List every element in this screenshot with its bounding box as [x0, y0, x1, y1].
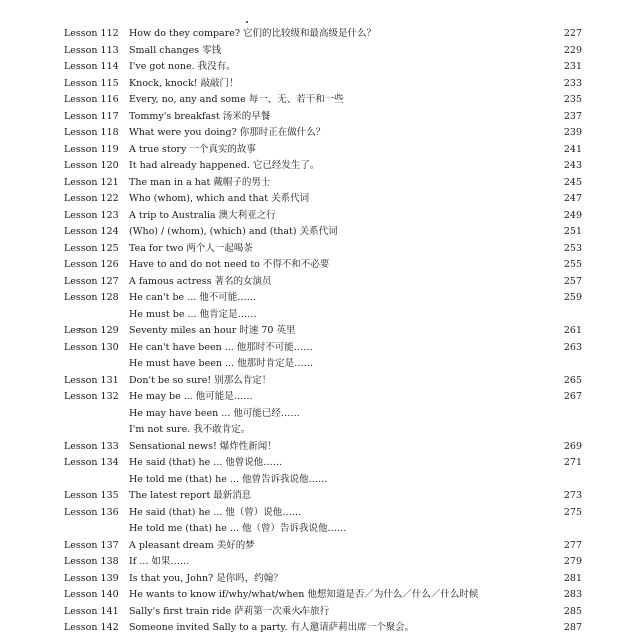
- lesson-title: (Who) / (whom), (which) and (that) 关系代词: [129, 226, 338, 237]
- page-number: 275: [563, 507, 582, 518]
- toc-row[interactable]: [0, 406, 643, 422]
- lesson-title: The man in a hat 戴帽子的男士: [129, 177, 271, 188]
- lesson-number: Lesson 131: [64, 375, 119, 386]
- lesson-number: Lesson 112: [64, 28, 119, 39]
- toc-row[interactable]: [0, 604, 643, 620]
- toc-row[interactable]: [0, 422, 643, 438]
- lesson-title: Don't be so sure! 别那么肯定！: [129, 375, 272, 386]
- lesson-title: The latest report 最新消息: [129, 490, 252, 501]
- lesson-number: Lesson 120: [64, 160, 119, 171]
- toc-row[interactable]: [0, 554, 643, 570]
- page-number: 235: [563, 94, 582, 105]
- page-number: 243: [563, 160, 582, 171]
- lesson-number: Lesson 138: [64, 556, 119, 567]
- lesson-number: Lesson 135: [64, 490, 119, 501]
- lesson-number: Lesson 117: [64, 111, 119, 122]
- lesson-title: Small changes 零钱: [129, 45, 222, 56]
- page-number: 251: [563, 226, 582, 237]
- lesson-title: He said (that) he ... 他曾说他……: [129, 457, 283, 468]
- lesson-title: If ... 如果……: [129, 556, 190, 567]
- lesson-number: Lesson 132: [64, 391, 119, 402]
- lesson-number: Lesson 137: [64, 540, 119, 551]
- page-number: 255: [563, 259, 582, 270]
- lesson-title: What were you doing? 你那时正在做什么？: [129, 127, 326, 138]
- lesson-title: He wants to know if/why/what/when 他想知道是否／为什么／什么／什么时候: [129, 589, 479, 600]
- page-number: 263: [563, 342, 582, 353]
- toc-row[interactable]: [0, 571, 643, 587]
- toc-row[interactable]: [0, 505, 643, 521]
- lesson-title: He can't be ... 他不可能……: [129, 292, 257, 303]
- toc-row[interactable]: [0, 257, 643, 273]
- lesson-number: Lesson 124: [64, 226, 119, 237]
- lesson-number: Lesson 119: [64, 144, 119, 155]
- toc-row[interactable]: [0, 587, 643, 603]
- lesson-number: Lesson 128: [64, 292, 119, 303]
- page-number: 277: [563, 540, 582, 551]
- lesson-title: Every, no, any and some 每一、无、若干和一些: [129, 94, 344, 105]
- toc-row[interactable]: [0, 488, 643, 504]
- lesson-title: He may have been ... 他可能已经……: [129, 408, 300, 419]
- lesson-title: Sensational news! 爆炸性新闻！: [129, 441, 277, 452]
- lesson-number: Lesson 121: [64, 177, 119, 188]
- page-number: 287: [563, 622, 582, 633]
- toc-row[interactable]: [0, 142, 643, 158]
- lesson-title: How do they compare? 它们的比较级和最高级是什么？: [129, 28, 376, 39]
- lesson-number: Lesson 114: [64, 61, 119, 72]
- toc-row[interactable]: [0, 158, 643, 174]
- page-number: 253: [563, 243, 582, 254]
- toc-row[interactable]: [0, 92, 643, 108]
- lesson-number: Lesson 140: [64, 589, 119, 600]
- lesson-title: It had already happened. 它已经发生了。: [129, 160, 320, 171]
- page-number: 261: [563, 325, 582, 336]
- page-number: 249: [563, 210, 582, 221]
- lesson-title: Sally's first train ride 萨莉第一次乘火车旅行: [129, 606, 330, 617]
- page-number: 229: [563, 45, 582, 56]
- lesson-number: Lesson 141: [64, 606, 119, 617]
- toc-row[interactable]: [0, 620, 643, 636]
- page-number: 271: [563, 457, 582, 468]
- page-number: 283: [563, 589, 582, 600]
- lesson-title: A trip to Australia 澳大利亚之行: [129, 210, 276, 221]
- toc-row[interactable]: [0, 538, 643, 554]
- toc-row[interactable]: [0, 59, 643, 75]
- page-number: 257: [563, 276, 582, 287]
- lesson-title: He said (that) he ... 他（曾）说他……: [129, 507, 302, 518]
- page-number: 241: [563, 144, 582, 155]
- lesson-number: Lesson 142: [64, 622, 119, 633]
- toc-row[interactable]: [0, 191, 643, 207]
- lesson-number: Lesson 115: [64, 78, 119, 89]
- lesson-title: Someone invited Sally to a party. 有人邀请萨莉出席一个聚会。: [129, 622, 415, 633]
- lesson-title: Who (whom), which and that 关系代词: [129, 193, 310, 204]
- page-number: 281: [563, 573, 582, 584]
- toc-row[interactable]: [0, 323, 643, 339]
- toc-row[interactable]: [0, 356, 643, 372]
- lesson-title: He must have been ... 他那时肯定是……: [129, 358, 314, 369]
- lesson-title: He may be ... 他可能是……: [129, 391, 253, 402]
- page-number: 227: [563, 28, 582, 39]
- page-number: 273: [563, 490, 582, 501]
- page-number: 285: [563, 606, 582, 617]
- page-number: 247: [563, 193, 582, 204]
- lesson-title: He must be ... 他肯定是……: [129, 309, 257, 320]
- lesson-number: Lesson 126: [64, 259, 119, 270]
- toc-row[interactable]: [0, 175, 643, 191]
- lesson-number: Lesson 129: [64, 325, 119, 336]
- toc-row[interactable]: [0, 241, 643, 257]
- lesson-number: Lesson 136: [64, 507, 119, 518]
- toc-row[interactable]: [0, 125, 643, 141]
- lesson-number: Lesson 127: [64, 276, 119, 287]
- lesson-title: A true story 一个真实的故事: [129, 144, 256, 155]
- page-number: 237: [563, 111, 582, 122]
- toc-row[interactable]: [0, 76, 643, 92]
- page-number: 233: [563, 78, 582, 89]
- toc-row[interactable]: [0, 26, 643, 42]
- lesson-title: He told me (that) he ... 他曾告诉我说他……: [129, 474, 328, 485]
- lesson-title: He can't have been ... 他那时不可能……: [129, 342, 313, 353]
- toc-row[interactable]: [0, 373, 643, 389]
- page-number: 239: [563, 127, 582, 138]
- toc-row[interactable]: [0, 274, 643, 290]
- toc-row[interactable]: [0, 389, 643, 405]
- lesson-title: I've got none. 我没有。: [129, 61, 236, 72]
- scan-speck: [246, 21, 248, 23]
- lesson-title: Knock, knock! 敲敲门！: [129, 78, 239, 89]
- page-number: 265: [563, 375, 582, 386]
- page-number: 259: [563, 292, 582, 303]
- toc-row[interactable]: [0, 290, 643, 306]
- toc-row[interactable]: [0, 472, 643, 488]
- toc-row[interactable]: [0, 224, 643, 240]
- lesson-title: Is that you, John? 是你吗，约翰？: [129, 573, 283, 584]
- page-number: 231: [563, 61, 582, 72]
- toc-row[interactable]: [0, 307, 643, 323]
- page-number: 245: [563, 177, 582, 188]
- lesson-title: Seventy miles an hour 时速 70 英里: [129, 325, 296, 336]
- page-number: 267: [563, 391, 582, 402]
- lesson-title: He told me (that) he ... 他（曾）告诉我说他……: [129, 523, 347, 534]
- lesson-number: Lesson 130: [64, 342, 119, 353]
- lesson-number: Lesson 133: [64, 441, 119, 452]
- lesson-number: Lesson 123: [64, 210, 119, 221]
- lesson-title: A pleasant dream 美好的梦: [129, 540, 255, 551]
- lesson-number: Lesson 125: [64, 243, 119, 254]
- toc-row[interactable]: [0, 521, 643, 537]
- lesson-title: Tea for two 两个人一起喝茶: [129, 243, 253, 254]
- lesson-number: Lesson 122: [64, 193, 119, 204]
- lesson-title: I'm not sure. 我不敢肯定。: [129, 424, 251, 435]
- toc-row[interactable]: [0, 109, 643, 125]
- lesson-number: Lesson 113: [64, 45, 119, 56]
- toc-row[interactable]: [0, 43, 643, 59]
- lesson-number: Lesson 118: [64, 127, 119, 138]
- lesson-number: Lesson 134: [64, 457, 119, 468]
- page-number: 269: [563, 441, 582, 452]
- page-number: 279: [563, 556, 582, 567]
- toc-row[interactable]: [0, 439, 643, 455]
- lesson-title: Have to and do not need to 不得不和不必要: [129, 259, 330, 270]
- toc-row[interactable]: [0, 340, 643, 356]
- lesson-title: Tommy's breakfast 汤米的早餐: [129, 111, 271, 122]
- toc-row[interactable]: [0, 455, 643, 471]
- toc-row[interactable]: [0, 208, 643, 224]
- lesson-number: Lesson 139: [64, 573, 119, 584]
- lesson-number: Lesson 116: [64, 94, 119, 105]
- lesson-title: A famous actress 著名的女演员: [129, 276, 272, 287]
